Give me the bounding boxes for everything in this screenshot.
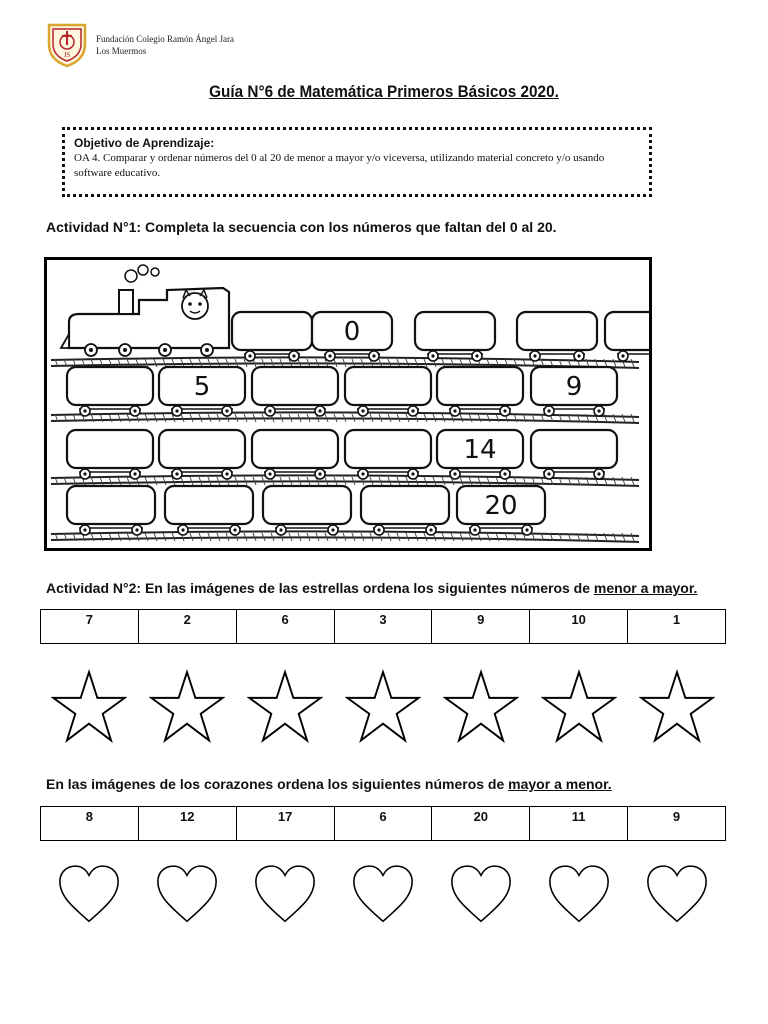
heart-icon[interactable] [646, 864, 708, 924]
number-cell: 6 [236, 610, 334, 644]
number-cell: 17 [236, 807, 334, 841]
heart-icon[interactable] [254, 864, 316, 924]
train-car[interactable] [67, 367, 153, 416]
train-sequence-box [44, 257, 652, 551]
number-cell: 1 [628, 610, 726, 644]
car-number: 9 [565, 372, 583, 402]
heart-icon[interactable] [352, 864, 414, 924]
car-number: 14 [463, 435, 497, 465]
activity3-instruction [46, 776, 612, 792]
car-number: 20 [484, 491, 518, 521]
activity2-instruction [46, 580, 697, 596]
train-car[interactable] [361, 486, 449, 535]
school-location: Los Muermos [96, 46, 147, 56]
locomotive-icon [61, 265, 229, 356]
star-icon[interactable] [443, 668, 519, 746]
train-car[interactable] [345, 367, 431, 416]
star-icon[interactable] [541, 668, 617, 746]
activity2-prefix: Actividad N°2: [46, 580, 142, 596]
car-number: 0 [343, 317, 361, 347]
train-car[interactable] [437, 430, 523, 479]
objective-heading: Objetivo de Aprendizaje: [74, 136, 215, 150]
train-car[interactable] [232, 312, 312, 361]
number-cell: 20 [432, 807, 530, 841]
train-car[interactable] [531, 367, 617, 416]
number-cell: 10 [530, 610, 628, 644]
activity2-emphasis: menor a mayor. [593, 580, 698, 596]
car-number: 5 [193, 372, 211, 402]
school-crest-icon [46, 22, 88, 68]
train-car[interactable] [457, 486, 545, 535]
star-icon[interactable] [345, 668, 421, 746]
heart-icon[interactable] [450, 864, 512, 924]
number-cell: 7 [41, 610, 139, 644]
activity3-text: En las imágenes de los corazones ordena los siguientes números de [46, 776, 509, 792]
school-header [46, 22, 234, 68]
objective-box [62, 127, 652, 197]
train-car[interactable] [531, 430, 617, 479]
train-car[interactable] [252, 430, 338, 479]
star-icon[interactable] [639, 668, 715, 746]
train-car[interactable] [67, 430, 153, 479]
train-car[interactable] [517, 312, 597, 361]
train-car[interactable] [252, 367, 338, 416]
stars-row [40, 668, 726, 746]
star-icon[interactable] [247, 668, 323, 746]
activity1-instruction [46, 219, 557, 235]
train-car[interactable] [312, 312, 392, 361]
activity1-prefix: Actividad N°1: [46, 219, 142, 235]
star-icon[interactable] [149, 668, 225, 746]
train-car[interactable] [159, 430, 245, 479]
heart-icon[interactable] [58, 864, 120, 924]
number-cell: 9 [628, 807, 726, 841]
number-cell: 2 [138, 610, 236, 644]
activity1-text: Completa la secuencia con los números que faltan del 0 al 20. [141, 219, 557, 235]
train-sequence-illustration [47, 260, 649, 548]
number-cell: 11 [530, 807, 628, 841]
train-car[interactable] [165, 486, 253, 535]
activity3-emphasis: mayor a menor. [508, 776, 612, 792]
page-title: Guía N°6 de Matemática Primeros Básicos 2020. [209, 82, 559, 101]
activity2-text: En las imágenes de las estrellas ordena los siguientes números de [141, 580, 594, 596]
heart-icon[interactable] [548, 864, 610, 924]
number-cell: 12 [138, 807, 236, 841]
train-car[interactable] [263, 486, 351, 535]
objective-text: OA 4. Comparar y ordenar números del 0 al 20 de menor a mayor y/o viceversa, utilizando material concreto y/o usando software educativo. [74, 152, 605, 179]
heart-icon[interactable] [156, 864, 218, 924]
hearts-row [40, 864, 726, 924]
svg-text:JS: JS [63, 51, 71, 59]
number-cell: 9 [432, 610, 530, 644]
train-car[interactable] [159, 367, 245, 416]
star-icon[interactable] [51, 668, 127, 746]
school-name: Fundación Colegio Ramón Ángel Jara [96, 34, 234, 44]
train-car[interactable] [415, 312, 495, 361]
train-car[interactable] [437, 367, 523, 416]
number-cell: 8 [41, 807, 139, 841]
number-cell: 6 [334, 807, 432, 841]
stars-number-table [40, 609, 726, 644]
train-car[interactable] [605, 312, 649, 361]
hearts-number-table [40, 806, 726, 841]
train-car[interactable] [67, 486, 155, 535]
train-car[interactable] [345, 430, 431, 479]
number-cell: 3 [334, 610, 432, 644]
